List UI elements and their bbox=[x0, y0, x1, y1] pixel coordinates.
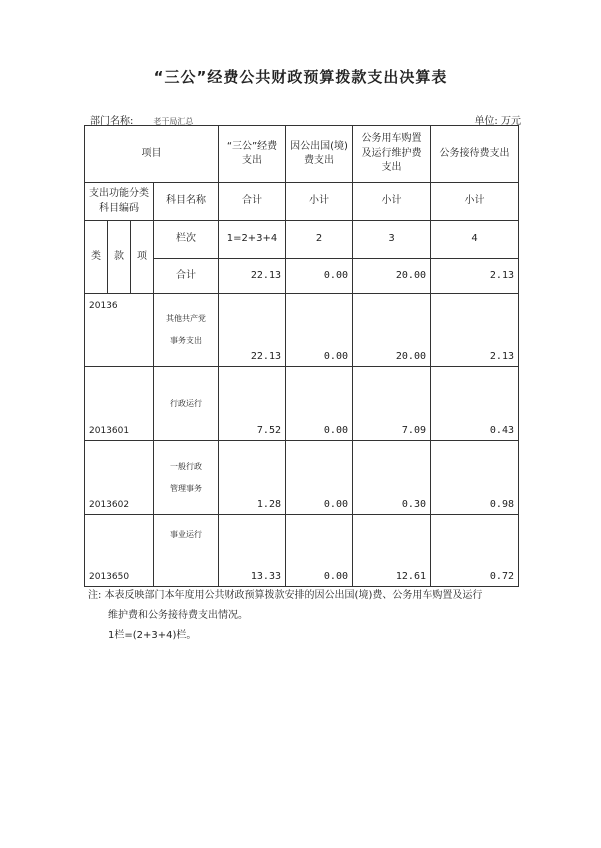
note-line: 注: 本表反映部门本年度用公共财政预算拨款安排的因公出国(境)费、公务用车购置及运行 bbox=[88, 590, 483, 601]
subtotal-header-travel: 小计 bbox=[286, 183, 353, 221]
row-total: 1.28 bbox=[219, 441, 286, 515]
unit-label: 单位: 万元 bbox=[474, 116, 521, 127]
order-3: 3 bbox=[353, 221, 431, 259]
sum-header: 合计 bbox=[219, 183, 286, 221]
totals-total: 22.13 bbox=[219, 259, 286, 294]
lei-label: 类 bbox=[85, 221, 108, 294]
note-line: 1栏=(2+3+4)栏。 bbox=[108, 630, 197, 641]
totals-label: 合计 bbox=[154, 259, 219, 294]
code-header: 支出功能分类科目编码 bbox=[85, 183, 154, 221]
name-header: 科目名称 bbox=[154, 183, 219, 221]
row-vehicle: 7.09 bbox=[353, 367, 431, 441]
row-order-label: 栏次 bbox=[154, 221, 219, 259]
table-row bbox=[85, 515, 519, 587]
row-code: 20136 bbox=[85, 294, 154, 367]
row-travel: 0.00 bbox=[286, 294, 353, 367]
row-subject-line: 一般行政 bbox=[170, 461, 202, 471]
row-total: 13.33 bbox=[219, 515, 286, 587]
col-reception-header: 公务接待费支出 bbox=[431, 126, 519, 183]
row-reception: 0.98 bbox=[431, 441, 519, 515]
row-subject bbox=[154, 441, 219, 515]
row-total: 7.52 bbox=[219, 367, 286, 441]
row-vehicle: 12.61 bbox=[353, 515, 431, 587]
department-value: 老干局汇总 bbox=[153, 117, 194, 126]
order-2: 2 bbox=[286, 221, 353, 259]
row-code: 2013601 bbox=[85, 367, 154, 441]
item-header: 项目 bbox=[85, 126, 219, 183]
page-title: “三公”经费公共财政预算拨款支出决算表 bbox=[153, 68, 448, 86]
kuan-label: 款 bbox=[108, 221, 131, 294]
col-total-header: “三公”经费支出 bbox=[219, 126, 286, 183]
row-subject-line: 行政运行 bbox=[170, 398, 202, 408]
subtotal-header-reception: 小计 bbox=[431, 183, 519, 221]
table-row bbox=[85, 441, 519, 515]
totals-travel: 0.00 bbox=[286, 259, 353, 294]
row-travel: 0.00 bbox=[286, 515, 353, 587]
header-row bbox=[85, 126, 519, 183]
row-reception: 0.72 bbox=[431, 515, 519, 587]
row-subject-line: 管理事务 bbox=[170, 483, 202, 493]
table-row bbox=[85, 294, 519, 367]
expenditure-table bbox=[84, 125, 519, 587]
notes bbox=[88, 586, 528, 646]
row-code: 2013650 bbox=[85, 515, 154, 587]
subtotal-header-vehicle: 小计 bbox=[353, 183, 431, 221]
row-code: 2013602 bbox=[85, 441, 154, 515]
row-subject bbox=[154, 515, 219, 587]
department-label: 部门名称: bbox=[90, 116, 134, 127]
col-travel-header: 因公出国(境)费支出 bbox=[286, 126, 353, 183]
row-reception: 0.43 bbox=[431, 367, 519, 441]
row-order-row bbox=[85, 221, 519, 259]
row-travel: 0.00 bbox=[286, 441, 353, 515]
row-subject bbox=[154, 367, 219, 441]
note-line: 维护费和公务接待费支出情况。 bbox=[108, 610, 248, 621]
row-travel: 0.00 bbox=[286, 367, 353, 441]
row-reception: 2.13 bbox=[431, 294, 519, 367]
row-vehicle: 20.00 bbox=[353, 294, 431, 367]
row-subject-line: 事业运行 bbox=[170, 530, 202, 539]
row-vehicle: 0.30 bbox=[353, 441, 431, 515]
xiang-label: 项 bbox=[131, 221, 154, 294]
col-vehicle-header: 公务用车购置及运行维护费支出 bbox=[353, 126, 431, 183]
row-subject-line: 其他共产党 bbox=[166, 314, 206, 324]
row-subject bbox=[154, 294, 219, 367]
order-4: 4 bbox=[431, 221, 519, 259]
order-1: 1=2+3+4 bbox=[219, 221, 286, 259]
row-total: 22.13 bbox=[219, 294, 286, 367]
row-subject-line: 事务支出 bbox=[170, 336, 202, 345]
totals-reception: 2.13 bbox=[431, 259, 519, 294]
table-row bbox=[85, 367, 519, 441]
totals-vehicle: 20.00 bbox=[353, 259, 431, 294]
subheader-row bbox=[85, 183, 519, 221]
